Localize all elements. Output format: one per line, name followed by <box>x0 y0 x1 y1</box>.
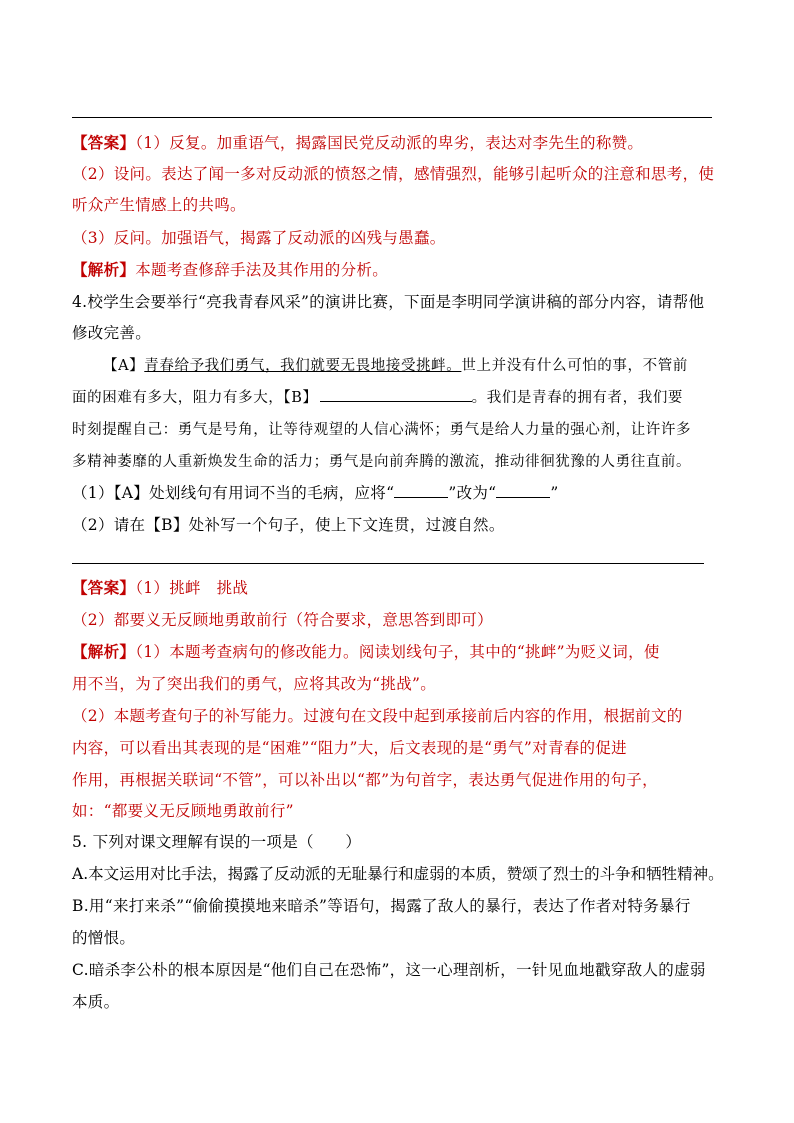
passage-line-4: 多精神萎靡的人重新焕发生命的活力；勇气是向前奔腾的激流，推动徘徊犹豫的人勇往直前。 <box>72 454 692 470</box>
analysis-text: 本题考查修辞手法及其作用的分析。 <box>135 261 389 279</box>
analysis-2-line-2: 用不当，为了突出我们的勇气，应将其改为“挑战”。 <box>72 675 437 693</box>
analysis-1 <box>72 259 388 281</box>
sub-question-text: ”改为“ <box>448 484 497 502</box>
blank-2[interactable] <box>496 483 550 498</box>
question-5-stem: 5. 下列对课文理解有误的一项是（ ） <box>72 833 362 851</box>
analysis-2-line-3: （2）本题考查句子的补写能力。过渡句在文段中起到承接前后内容的作用，根据前文的 <box>72 707 683 725</box>
sub-question-text: （1）【A】处划线句有用词不当的毛病，应将“ <box>72 484 395 502</box>
answer-rule-1 <box>72 117 712 118</box>
answer-1-line-4: （3）反问。加强语气，揭露了反动派的凶残与愚蠢。 <box>72 229 446 247</box>
analysis-2-line-4: 内容，可以看出其表现的是“困难”“阻力”大，后文表现的是“勇气”对青春的促进 <box>72 739 627 757</box>
answer-2-line-1 <box>72 577 248 599</box>
label-b: 【B】 <box>283 390 318 406</box>
passage-text: 。我们是青春的拥有者，我们要 <box>471 390 684 406</box>
question-4-sub-1 <box>72 482 559 504</box>
answer-text: （1）挑衅 挑战 <box>135 579 249 597</box>
option-b-line-2: 的憎恨。 <box>72 929 136 947</box>
answer-tag: 【答案】 <box>72 578 136 597</box>
option-c-line-1: C.暗杀李公朴的根本原因是“他们自己在恐怖”，这一心理剖析，一针见血地戳穿敌人的虚弱 <box>72 961 706 979</box>
analysis-tag: 【解析】 <box>72 642 136 661</box>
analysis-2-line-5: 作用，再根据关联词“不管”，可以补出以“都”为句首字，表达勇气促进作用的句子， <box>72 771 658 789</box>
question-4-sub-2: （2）请在【B】处补写一个句子，使上下文连贯，过渡自然。 <box>72 516 505 534</box>
blank-1[interactable] <box>394 483 448 498</box>
blank-b[interactable] <box>320 387 472 402</box>
passage-text: 面的困难有多大，阻力有多大， <box>72 390 284 406</box>
sub-question-text: ” <box>550 484 559 502</box>
option-b-line-1: B.用“来打来杀”“偷偷摸摸地来暗杀”等语句，揭露了敌人的暴行，表达了作者对特务暴行 <box>72 897 691 915</box>
question-4-stem-1: 4.校学生会要举行“亮我青春风采”的演讲比赛，下面是李明同学演讲稿的部分内容，请帮他 <box>72 293 705 311</box>
analysis-text: （1）本题考查病句的修改能力。阅读划线句子，其中的“挑衅”为贬义词，使 <box>135 643 660 661</box>
label-a: 【A】 <box>103 358 145 374</box>
option-c-line-2: 本质。 <box>72 993 120 1011</box>
answer-1-line-1 <box>72 132 643 154</box>
underlined-sentence: 青春给予我们勇气，我们就要无畏地接受挑衅。 <box>144 358 462 374</box>
answer-rule-2 <box>72 563 704 564</box>
passage-line-2 <box>72 387 683 409</box>
passage-line-1 <box>103 355 688 377</box>
analysis-2-line-1 <box>72 641 660 663</box>
passage-line-3: 时刻提醒自己：勇气是号角，让等待观望的人信心满怀；勇气是给人力量的强心剂，让许许多 <box>72 422 692 438</box>
answer-tag: 【答案】 <box>72 133 136 152</box>
answer-1-line-3: 听众产生情感上的共鸣。 <box>72 196 246 214</box>
answer-1-line-2: （2）设问。表达了闻一多对反动派的愤怒之情，感情强烈，能够引起听众的注意和思考，使 <box>72 165 715 183</box>
analysis-tag: 【解析】 <box>72 260 136 279</box>
passage-text: 世上并没有什么可怕的事，不管前 <box>461 358 688 374</box>
option-a: A.本文运用对比手法，揭露了反动派的无耻暴行和虚弱的本质，赞颂了烈士的斗争和牺牲精神。 <box>72 865 724 883</box>
question-4-stem-2: 修改完善。 <box>72 324 152 342</box>
analysis-2-line-6: 如：“都要义无反顾地勇敢前行” <box>72 802 294 820</box>
answer-text: （1）反复。加重语气，揭露国民党反动派的卑劣，表达对李先生的称赞。 <box>135 134 644 152</box>
answer-2-line-2: （2）都要义无反顾地勇敢前行（符合要求，意思答到即可） <box>72 611 493 629</box>
